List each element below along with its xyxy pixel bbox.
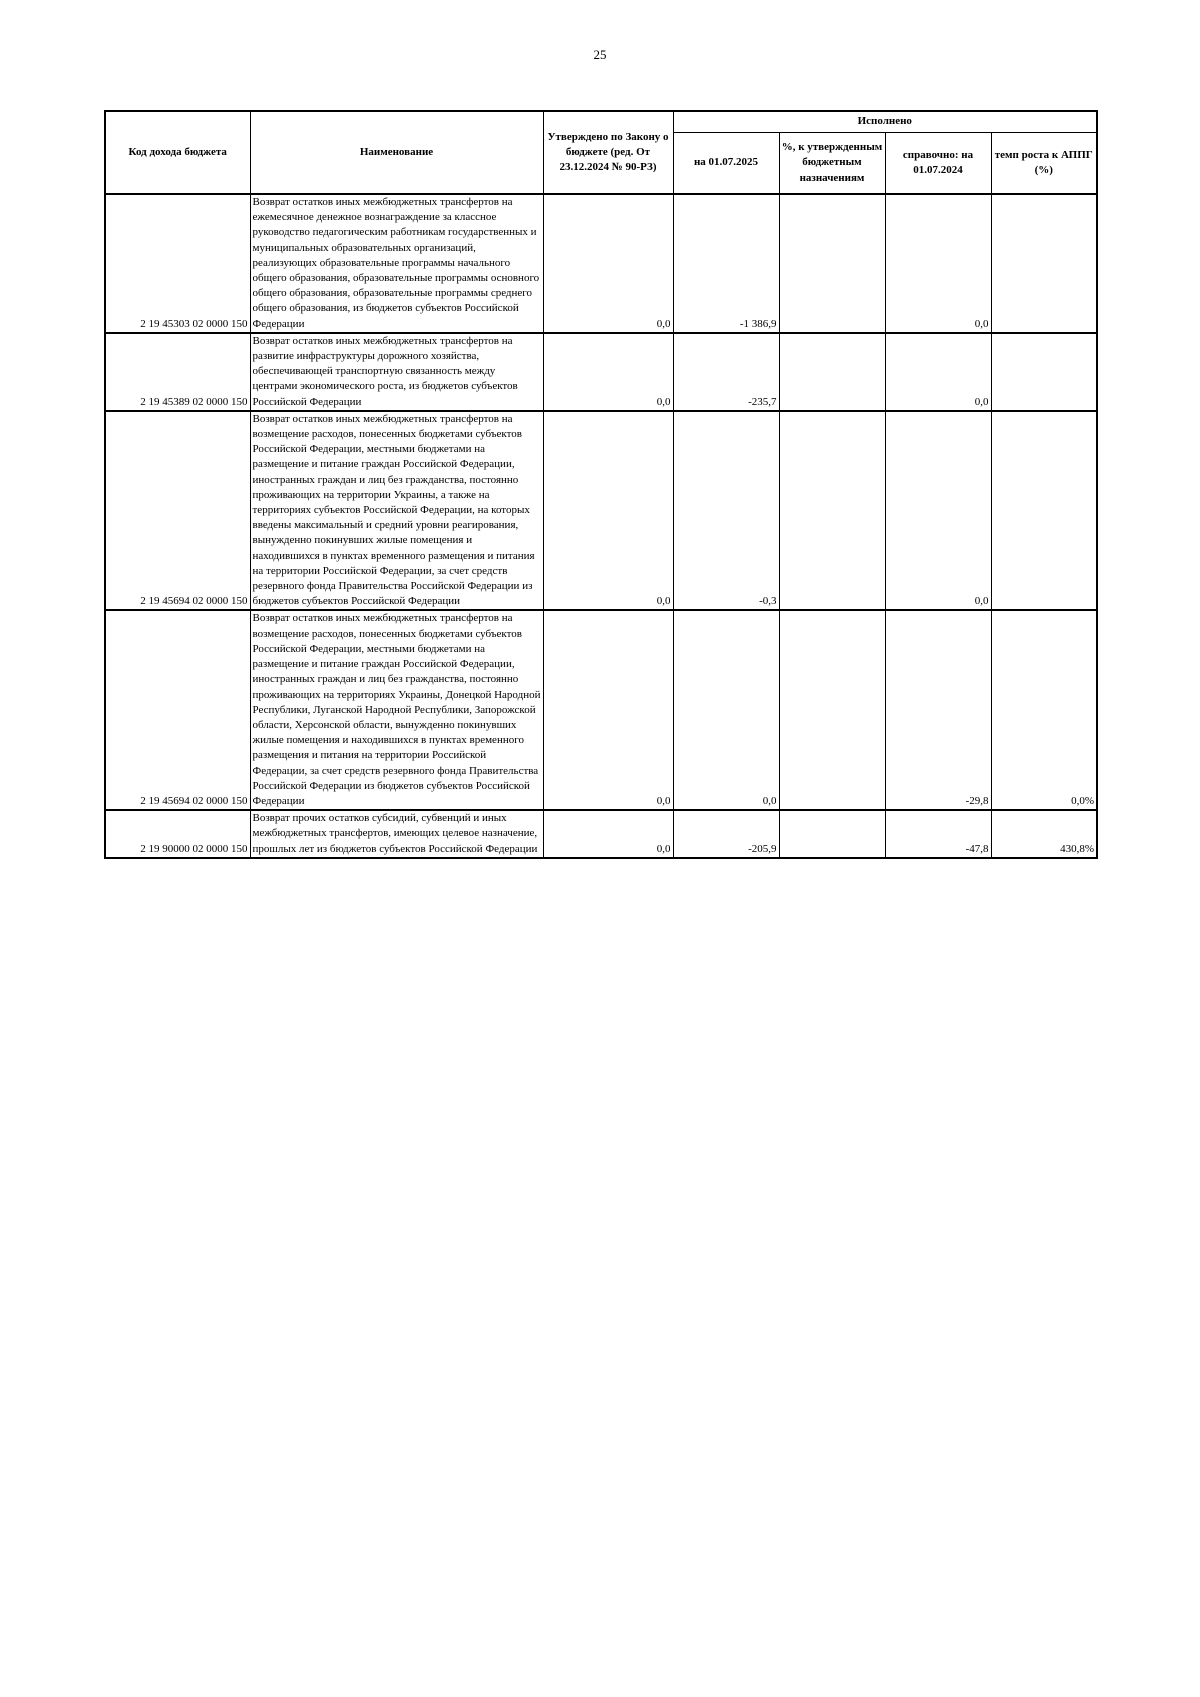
row-reference: -47,8: [885, 810, 991, 858]
row-code: 2 19 90000 02 0000 150: [105, 810, 250, 858]
row-growth: 0,0%: [991, 610, 1097, 810]
row-growth: [991, 194, 1097, 333]
row-code: 2 19 45303 02 0000 150: [105, 194, 250, 333]
row-reference: 0,0: [885, 333, 991, 411]
row-code: 2 19 45694 02 0000 150: [105, 610, 250, 810]
row-name: Возврат остатков иных межбюджетных трансфертов на возмещение расходов, понесенных бюджетами субъектов Российской Федерации, местными бюджетами на размещение и питание граждан Российской Федерации, иностранных граждан и лиц без гражданства, постоянно проживающих на территориях Украины, Донецкой Народной Республики, Луганской Народной Республики, Запорожской области, Херсонской области, вынужденно покинувших жилые помещения и находившихся в пунктах временного размещения и питания на территории Российской Федерации, за счет средств резервного фонда Правительства Российской Федерации из бюджетов субъектов Российской Федерации: [250, 610, 543, 810]
row-approved: 0,0: [543, 810, 673, 858]
table-row: [105, 194, 1097, 333]
row-approved: 0,0: [543, 610, 673, 810]
row-name: Возврат остатков иных межбюджетных трансфертов на возмещение расходов, понесенных бюджетами субъектов Российской Федерации, местными бюджетами на размещение и питание граждан Российской Федерации, иностранных граждан и лиц без гражданства, постоянно проживающих на территории Украины, а также на территориях субъектов Российской Федерации, на которых введены максимальный и средний уровни реагирования, вынужденно покинувших жилые помещения и находившихся в пунктах временного размещения и питания на территории Российской Федерации, за счет средств резервного фонда Правительства Российской Федерации из бюджетов субъектов Российской Федерации: [250, 411, 543, 611]
table-row: [105, 411, 1097, 611]
row-approved: 0,0: [543, 411, 673, 611]
row-on-date: -0,3: [673, 411, 779, 611]
row-on-date: 0,0: [673, 610, 779, 810]
row-approved: 0,0: [543, 194, 673, 333]
row-growth: 430,8%: [991, 810, 1097, 858]
row-reference: 0,0: [885, 194, 991, 333]
header-on-date: на 01.07.2025: [673, 133, 779, 195]
row-percent: [779, 610, 885, 810]
page-number: 25: [593, 47, 607, 62]
row-name: Возврат остатков иных межбюджетных трансфертов на развитие инфраструктуры дорожного хозяйства, обеспечивающей транспортную связанность между центрами экономического роста, из бюджетов субъектов Российской Федерации: [250, 333, 543, 411]
row-reference: 0,0: [885, 411, 991, 611]
row-on-date: -1 386,9: [673, 194, 779, 333]
row-name: Возврат остатков иных межбюджетных трансфертов на ежемесячное денежное вознаграждение за классное руководство педагогическим работникам государственных и муниципальных образовательных организаций, реализующих образовательные программы начального общего образования, образовательные программы основного общего образования, образовательные программы среднего общего образования, из бюджетов субъектов Российской Федерации: [250, 194, 543, 333]
row-reference: -29,8: [885, 610, 991, 810]
row-name: Возврат прочих остатков субсидий, субвенций и иных межбюджетных трансфертов, имеющих целевое назначение, прошлых лет из бюджетов субъектов Российской Федерации: [250, 810, 543, 858]
row-percent: [779, 194, 885, 333]
header-growth: темп роста к АППГ (%): [991, 133, 1097, 195]
header-reference: справочно: на 01.07.2024: [885, 133, 991, 195]
row-code: 2 19 45694 02 0000 150: [105, 411, 250, 611]
header-executed-group: Исполнено: [673, 111, 1097, 133]
row-on-date: -235,7: [673, 333, 779, 411]
budget-revenue-table: [104, 110, 1098, 859]
row-approved: 0,0: [543, 333, 673, 411]
row-code: 2 19 45389 02 0000 150: [105, 333, 250, 411]
row-percent: [779, 411, 885, 611]
row-growth: [991, 333, 1097, 411]
header-name: Наименование: [250, 111, 543, 194]
row-percent: [779, 810, 885, 858]
row-on-date: -205,9: [673, 810, 779, 858]
row-percent: [779, 333, 885, 411]
row-growth: [991, 411, 1097, 611]
header-code: Код дохода бюджета: [105, 111, 250, 194]
table-row: [105, 810, 1097, 858]
table-row: [105, 333, 1097, 411]
header-percent: %, к утвержденным бюджетным назначениям: [779, 133, 885, 195]
table-row: [105, 610, 1097, 810]
header-approved: Утверждено по Закону о бюджете (ред. От 23.12.2024 № 90-РЗ): [543, 111, 673, 194]
